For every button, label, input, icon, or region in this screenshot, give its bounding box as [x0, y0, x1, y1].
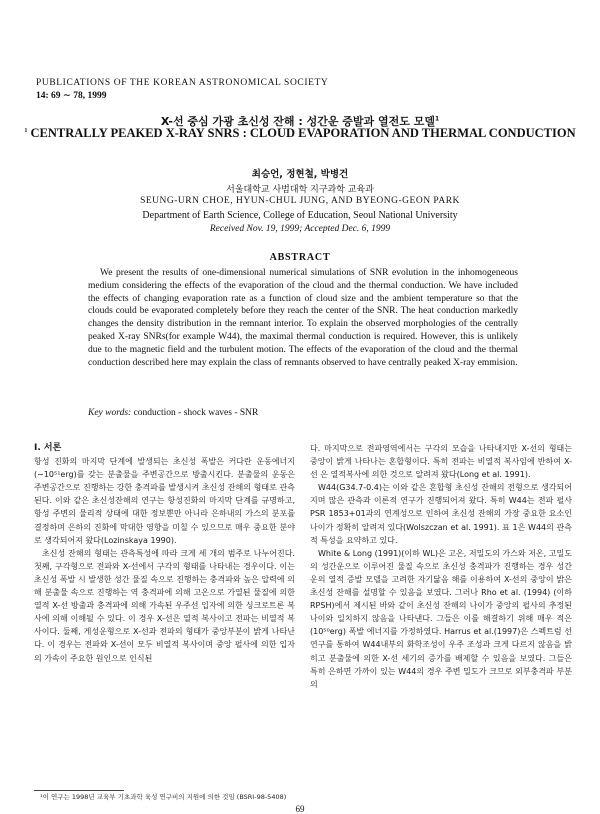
- body-paragraph: W44(G34.7-0.4)는 이와 같은 혼합형 초신성 잔해의 전형으로 생각되어지며 많은 관측과 이론적 연구가 진행되어져 왔다. 특히 W44는 전파 펄사 PSR 1853+01과의 연계성으로 인하여 초신성 잔해의 가장 중요한 요소인 나이가 정확히 알려져 있다(Wolszczan et al. 1991). 표 1은 W44의 관측적 특성을 요약하고 있다.: [310, 483, 572, 545]
- authors-english: SEUNG-URN CHOE, HYUN-CHUL JUNG, AND BYEONG-GEON PARK: [140, 196, 460, 206]
- received-dates: Received Nov. 19, 1999; Accepted Dec. 6, 1999: [209, 224, 391, 234]
- body-paragraph: 다. 마지막으로 전파영역에서는 구각의 모습을 나타내지만 X-선의 형태는 중앙이 밝게 나타나는 혼합형이다. 특히 전파는 비열적 복사임에 반하여 X-선 은 열적복사에 의한 것으로 알려져 왔다(Long et al. 1991).: [310, 444, 572, 480]
- right-column: [310, 442, 572, 691]
- section-heading-introduction: I. 서론: [34, 443, 62, 453]
- title-english: [20, 126, 580, 141]
- body-paragraph: 초신성 잔해의 형태는 관측특성에 따라 크게 세 개의 범주로 나누어진다. 첫째, 구각형으로 전파와 X-선에서 구각의 형태를 나타내는 경우이다. 이는 초신성 폭발 시 발생한 성간 물질 속으로 진행하는 충격파와 높은 압력에 의해 분출물 속으로 진행하는 역 충격파에 의해 고온으로 가열된 물질에 의한 열적 X-선 방출과 충격파에 의해 가속된 우주선 입자에 의한 싱크로트론 복사에 의해 이해될 수 있다. 이 경우 X-선은 열적 복사이고 전파는 비열적 복사이다. 둘째, 게성운형으로 X-선과 전파의 형태가 중앙부분이 밝게 나타난다. 이 경우는 전파와 X-선이 모두 비열적 복사이며 중앙 펄사에 의한 입자의 가속이 주요한 원인으로 인식된: [34, 548, 295, 663]
- affiliation-korean: 서울대학교 사범대학 지구과학 교육과: [226, 185, 374, 195]
- title-english-footnote-mark: 1: [24, 127, 28, 134]
- journal-volume: 14: 69 ∼ 78, 1999: [36, 91, 107, 101]
- keywords-text: conduction - shock waves - SNR: [133, 408, 259, 418]
- footnote: ¹이 연구는 1998년 교육부 기초과학 육성 연구비의 지원에 의한 것임 (BSRI-98-5408): [40, 793, 287, 801]
- journal-header: [36, 77, 328, 103]
- keywords-label: Key words:: [88, 408, 132, 418]
- affiliation-english: Department of Earth Science, College of Education, Seoul National University: [142, 210, 458, 221]
- abstract-heading: ABSTRACT: [269, 252, 331, 263]
- title-english-text: CENTRALLY PEAKED X-RAY SNRS : CLOUD EVAPORATION AND THERMAL CONDUCTION: [30, 126, 576, 140]
- title-korean-footnote-mark: 1: [434, 115, 440, 123]
- body-paragraph: 항성 진화의 마지막 단계에 발생되는 초신성 폭발은 커다란 운동에너지(∼10⁵¹erg)를 갖는 분출물을 주변공간으로 방출시킨다. 분출물의 운동은 주변공간으로 진행하는 강한 충격파를 발생시켜 초신성 잔해의 형태로 관측된다. 이와 같은 초신성잔해의 연구는 항성진화의 마지막 단계를 규명하고, 항성 주변의 물리적 상태에 대한 정보뿐만 아니라 은하내의 가스의 분포를 결정하며 은하의 진화에 막대한 영향을 미칠 수 있으므로 매우 중요한 분야로 생각되어져 왔다(Lozinskaya 1990).: [34, 457, 295, 545]
- page-number: 69: [295, 804, 305, 814]
- authors-korean: 최승언, 정현철, 박병건: [251, 169, 349, 180]
- left-column: [34, 442, 295, 665]
- title-korean-text: X-선 중심 가광 초신성 잔해 : 성간운 증발과 열전도 모델: [160, 115, 435, 128]
- body-paragraph: White & Long (1991)(이하 WL)은 고온, 저밀도의 가스와 저온, 고밀도의 성간운으로 이루어진 물질 속으로 초신성 충격파가 진행하는 경우 성간운의 열적 증발 모델을 고려한 자기닮음 해를 이용하여 X-선의 중앙이 밝은 초신성 잔해를 설명할 수 있음을 보였다. 그러나 Rho et al. (1994) (이하 RPSH)에서 제시된 바와 같이 초신성 잔해의 나이가 중앙의 펄사의 추정된 나이와 일치하지 않음을 나타낸다. 그들은 이를 해결하기 위해 매우 적은(10⁵⁰erg) 폭발 에너지를 가정하였다. Harrus et al.(1997)은 스펙트럼 선 연구를 통하여 W44내부의 화학조성이 우주 조성과 크게 다르지 않음을 밝히고 분출물에 의한 X-선 세기의 증가를 배제할 수 있음을 보였다. 그들은 특히 은하면 가까이 있는 W44의 경우 주변 밀도가 크므로 외부충격파 부분의: [310, 548, 572, 689]
- keywords: [88, 408, 518, 418]
- abstract-text: We present the results of one-dimensional numerical simulations of SNR evolution in the inhomogeneous medium considering the effects of the evaporation of the cloud and the thermal conduction. We have included the effects of changing evaporation rate as a function of cloud size and the ambient temperature so that the clouds could be evaporated completely before they reach the center of the SNR. The heat conduction markedly changes the density distribution in the remnant interior. To explain the observed morphologies of the centrally peaked X-ray SNRs(for example W44), the maximal thermal conduction is required. However, this is unlikely due to the magnetic field and the turbulent motion. The effects of the evaporation of the cloud and the thermal conduction described here may explain the class of remnants observed to have centrally peaked X-ray emmision.: [88, 268, 518, 368]
- journal-name: PUBLICATIONS OF THE KOREAN ASTRONOMICAL SOCIETY: [36, 78, 329, 88]
- footnote-divider: [34, 790, 124, 791]
